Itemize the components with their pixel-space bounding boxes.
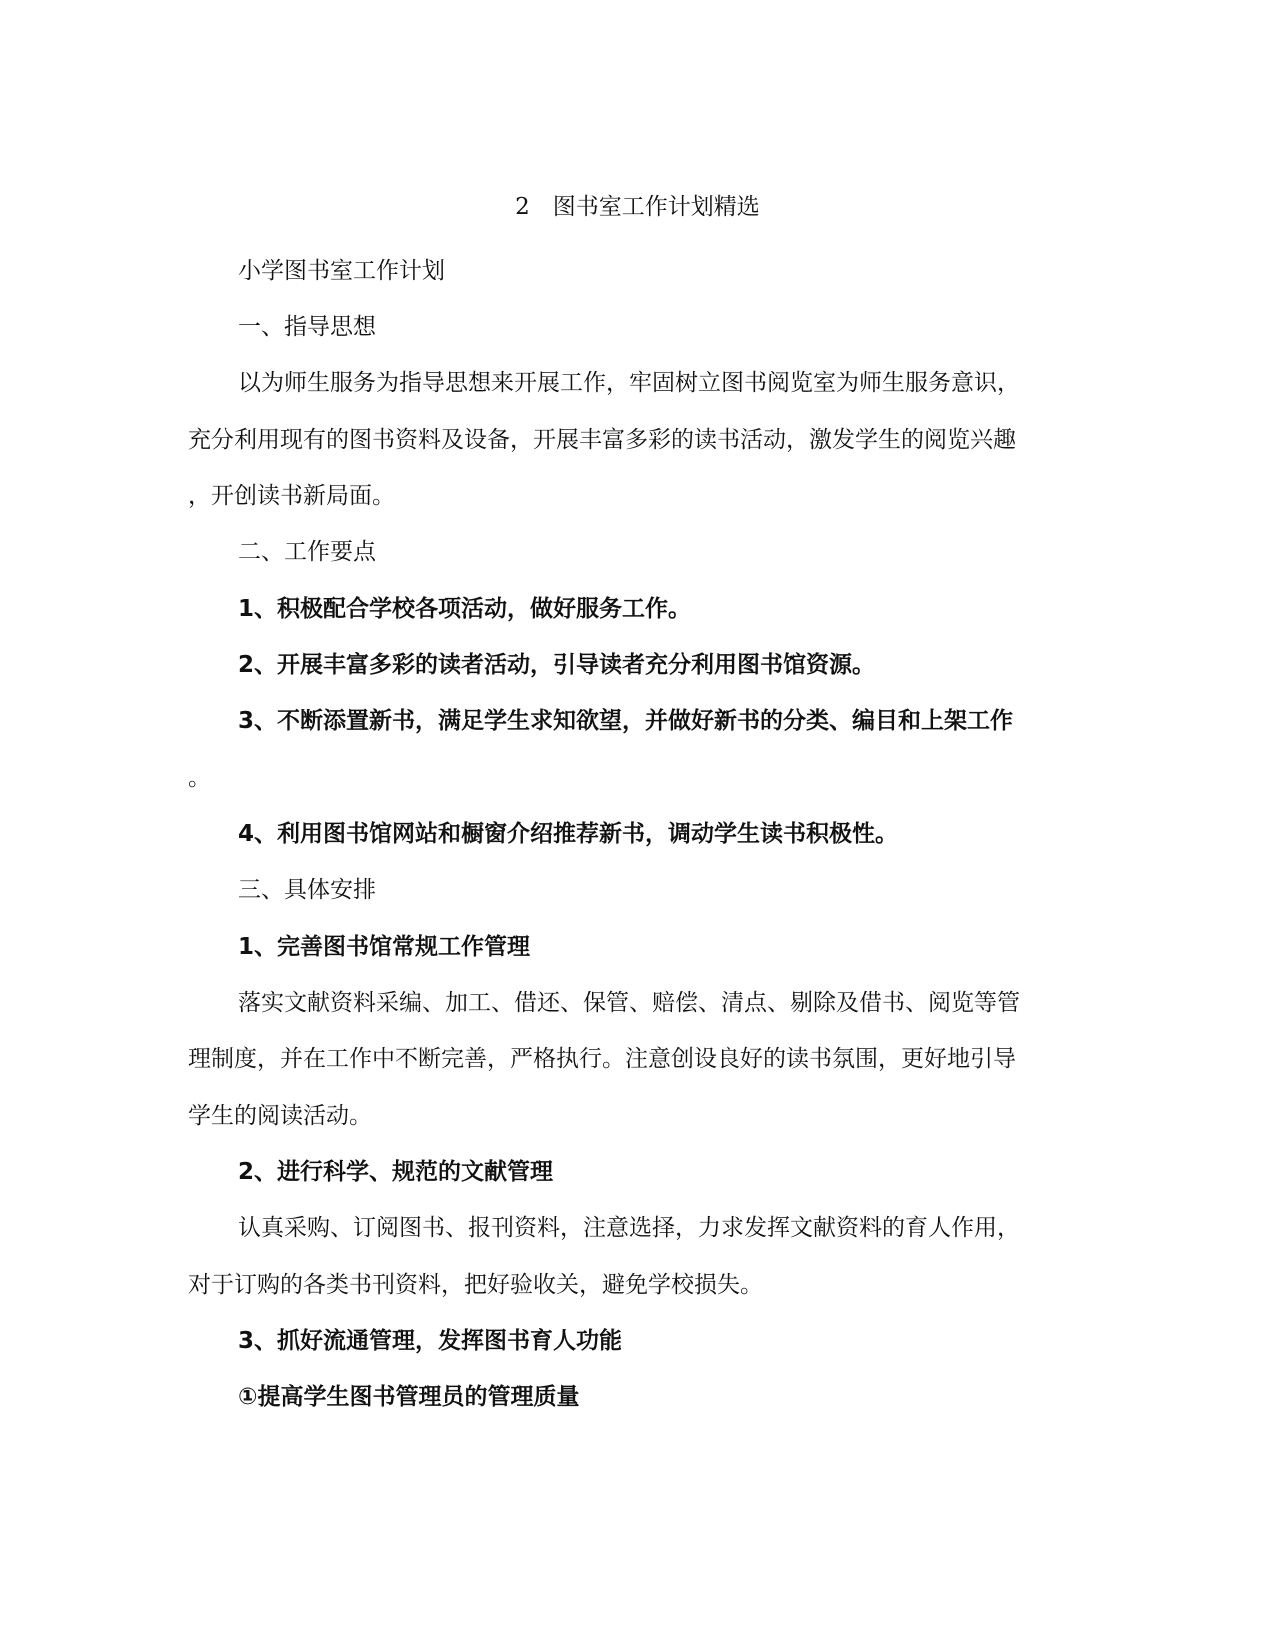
paragraph-line: 对于订购的各类书刊资料，把好验收关，避免学校损失。 xyxy=(188,1272,763,1298)
subtitle: 小学图书室工作计划 xyxy=(238,258,445,284)
list-item: 1、积极配合学校各项活动，做好服务工作。 xyxy=(238,596,692,622)
paragraph-line: ，开创读书新局面。 xyxy=(188,483,395,509)
subheading: 2、进行科学、规范的文献管理 xyxy=(238,1159,554,1185)
list-item: 2、开展丰富多彩的读者活动，引导读者充分利用图书馆资源。 xyxy=(238,652,876,678)
paragraph-line: 以为师生服务为指导思想来开展工作，牢固树立图书阅览室为师生服务意识， xyxy=(238,370,1020,396)
subheading: 1、完善图书馆常规工作管理 xyxy=(238,934,531,960)
section-heading-3: 三、具体安排 xyxy=(238,877,376,903)
section-heading-1: 一、指导思想 xyxy=(238,314,376,340)
list-item: ①提高学生图书管理员的管理质量 xyxy=(238,1384,580,1410)
paragraph-line: 。 xyxy=(188,765,211,791)
list-item: 3、不断添置新书，满足学生求知欲望，并做好新书的分类、编目和上架工作 xyxy=(238,708,1014,734)
section-heading-2: 二、工作要点 xyxy=(238,539,376,565)
subheading: 3、抓好流通管理，发挥图书育人功能 xyxy=(238,1328,623,1354)
list-item: 4、利用图书馆网站和橱窗介绍推荐新书，调动学生读书积极性。 xyxy=(238,821,899,847)
document-title: 2 图书室工作计划精选 xyxy=(515,194,760,220)
paragraph-line: 落实文献资料采编、加工、借还、保管、赔偿、清点、剔除及借书、阅览等管 xyxy=(238,990,1020,1016)
paragraph-line: 充分利用现有的图书资料及设备，开展丰富多彩的读书活动，激发学生的阅览兴趣 xyxy=(188,427,1016,453)
paragraph-line: 认真采购、订阅图书、报刊资料，注意选择，力求发挥文献资料的育人作用， xyxy=(238,1215,1020,1241)
paragraph-line: 理制度，并在工作中不断完善，严格执行。注意创设良好的读书氛围，更好地引导 xyxy=(188,1046,1016,1072)
paragraph-line: 学生的阅读活动。 xyxy=(188,1103,372,1129)
